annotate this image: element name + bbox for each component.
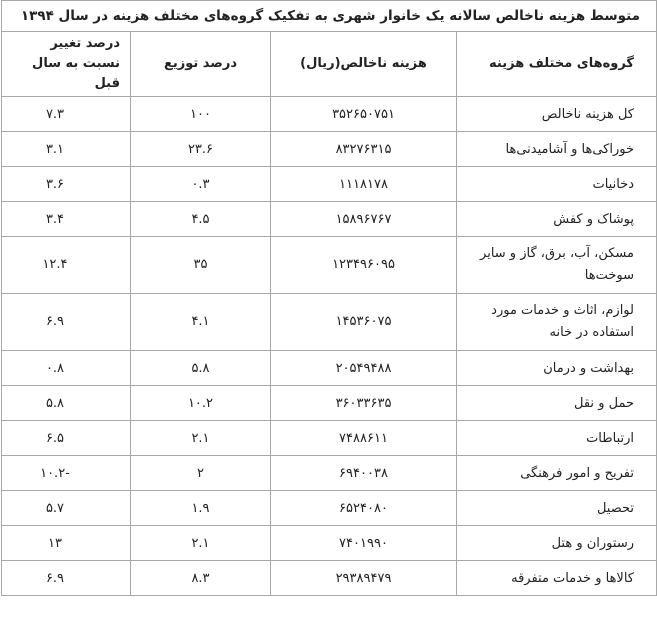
cell-gross: ۷۴۸۸۶۱۱ <box>271 421 457 456</box>
cell-group: دخانیات <box>457 167 657 202</box>
cell-share: ۳۵ <box>131 237 271 294</box>
cell-gross: ۸۳۲۷۶۳۱۵ <box>271 132 457 167</box>
cell-change: ۶.۹ <box>2 561 131 596</box>
cell-group: بهداشت و درمان <box>457 351 657 386</box>
cell-group: خوراکی‌ها و آشامیدنی‌ها <box>457 132 657 167</box>
cell-share: ۴.۱ <box>131 294 271 351</box>
cell-change: ۳.۶ <box>2 167 131 202</box>
cell-group: ارتباطات <box>457 421 657 456</box>
table-row <box>2 132 657 167</box>
cell-gross: ۶۵۲۴۰۸۰ <box>271 491 457 526</box>
cell-gross: ۱۵۸۹۶۷۶۷ <box>271 202 457 237</box>
cell-share: ۱۰۰ <box>131 97 271 132</box>
table-row <box>2 526 657 561</box>
cell-change: ۱۲.۴ <box>2 237 131 294</box>
cell-group: رستوران و هتل <box>457 526 657 561</box>
cell-share: ۴.۵ <box>131 202 271 237</box>
cell-group: کل هزینه ناخالص <box>457 97 657 132</box>
cell-change: ۳.۴ <box>2 202 131 237</box>
cell-gross: ۲۰۵۴۹۴۸۸ <box>271 351 457 386</box>
cell-share: ۲.۱ <box>131 421 271 456</box>
cell-group: کالاها و خدمات متفرقه <box>457 561 657 596</box>
table-row <box>2 491 657 526</box>
table-row <box>2 351 657 386</box>
header-share: درصد توزیع <box>131 32 271 97</box>
cell-change: ۶.۵ <box>2 421 131 456</box>
table-row <box>2 561 657 596</box>
header-group: گروه‌های مختلف هزینه <box>457 32 657 97</box>
cell-share: ۲.۱ <box>131 526 271 561</box>
cell-change: ۶.۹ <box>2 294 131 351</box>
cell-share: ۲ <box>131 456 271 491</box>
cell-change: ۱۳ <box>2 526 131 561</box>
header-gross: هزینه ناخالص(ریال) <box>271 32 457 97</box>
cell-gross: ۳۶۰۳۳۶۳۵ <box>271 386 457 421</box>
cell-group: تفریح و امور فرهنگی <box>457 456 657 491</box>
cell-gross: ۱۲۳۴۹۶۰۹۵ <box>271 237 457 294</box>
cell-group: تحصیل <box>457 491 657 526</box>
cell-change: ۵.۷ <box>2 491 131 526</box>
cell-group: پوشاک و کفش <box>457 202 657 237</box>
cell-gross: ۳۵۲۶۵۰۷۵۱ <box>271 97 457 132</box>
table-row <box>2 294 657 351</box>
expense-table <box>1 0 657 596</box>
cell-group: لوازم، اثاث و خدمات مورد استفاده در خانه <box>457 294 657 351</box>
cell-share: ۱.۹ <box>131 491 271 526</box>
cell-share: ۲۳.۶ <box>131 132 271 167</box>
table-title: متوسط هزینه ناخالص سالانه یک خانوار شهری به تفکیک گروه‌های مختلف هزینه در سال ۱۳۹۴ <box>2 1 657 32</box>
cell-gross: ۱۱۱۸۱۷۸ <box>271 167 457 202</box>
cell-share: ۱۰.۲ <box>131 386 271 421</box>
table-row <box>2 456 657 491</box>
cell-share: ۸.۳ <box>131 561 271 596</box>
table-row <box>2 97 657 132</box>
cell-group: حمل و نقل <box>457 386 657 421</box>
header-change: درصد تغییر نسبت به سال قبل <box>2 32 131 97</box>
cell-share: ۰.۳ <box>131 167 271 202</box>
table-row <box>2 421 657 456</box>
cell-gross: ۶۹۴۰۰۳۸ <box>271 456 457 491</box>
table-row <box>2 167 657 202</box>
cell-gross: ۲۹۳۸۹۴۷۹ <box>271 561 457 596</box>
table-row <box>2 386 657 421</box>
cell-change: ۵.۸ <box>2 386 131 421</box>
cell-share: ۵.۸ <box>131 351 271 386</box>
cell-change: -۱۰.۲ <box>2 456 131 491</box>
cell-change: ۰.۸ <box>2 351 131 386</box>
table-row <box>2 237 657 294</box>
cell-gross: ۱۴۵۳۶۰۷۵ <box>271 294 457 351</box>
table-row <box>2 202 657 237</box>
cell-gross: ۷۴۰۱۹۹۰ <box>271 526 457 561</box>
cell-change: ۳.۱ <box>2 132 131 167</box>
cell-group: مسکن، آب، برق، گاز و سایر سوخت‌ها <box>457 237 657 294</box>
cell-change: ۷.۳ <box>2 97 131 132</box>
